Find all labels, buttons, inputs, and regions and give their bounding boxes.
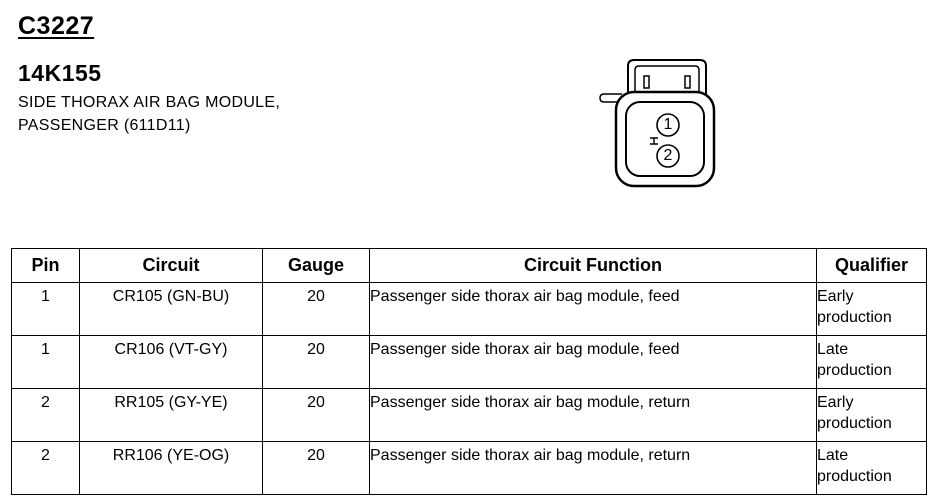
pin-1-label: 1	[663, 116, 673, 133]
cell-pin: 2	[12, 442, 80, 495]
cell-gauge: 20	[263, 389, 370, 442]
qualifier-line: production	[817, 362, 892, 379]
table-row	[12, 336, 927, 389]
cell-circuit-function: Passenger side thorax air bag module, return	[370, 442, 817, 495]
qualifier-line: Early	[817, 288, 854, 305]
cell-qualifier	[817, 442, 927, 495]
header-pin: Pin	[12, 249, 80, 283]
qualifier-line: production	[817, 468, 892, 485]
cell-pin: 2	[12, 389, 80, 442]
header-circuit: Circuit	[80, 249, 263, 283]
cell-pin: 1	[12, 283, 80, 336]
terminal-slot-left	[644, 76, 649, 88]
header-qualifier: Qualifier	[817, 249, 927, 283]
cell-gauge: 20	[263, 442, 370, 495]
qualifier-line: production	[817, 309, 892, 326]
cell-circuit-function: Passenger side thorax air bag module, feed	[370, 283, 817, 336]
cell-gauge: 20	[263, 336, 370, 389]
qualifier-line: Late	[817, 341, 849, 358]
qualifier-line: production	[817, 415, 892, 432]
cell-qualifier	[817, 283, 927, 336]
table-row	[12, 283, 927, 336]
table-row	[12, 389, 927, 442]
pin-table	[11, 248, 927, 495]
header-gauge: Gauge	[263, 249, 370, 283]
connector-face-diagram	[598, 52, 722, 192]
cell-circuit-function: Passenger side thorax air bag module, feed	[370, 336, 817, 389]
connector-id: C3227	[18, 12, 95, 40]
cell-circuit: RR106 (YE-OG)	[80, 442, 263, 495]
cell-circuit: CR105 (GN-BU)	[80, 283, 263, 336]
cell-qualifier	[817, 389, 927, 442]
cell-circuit-function: Passenger side thorax air bag module, return	[370, 389, 817, 442]
cell-circuit: CR106 (VT-GY)	[80, 336, 263, 389]
cell-circuit: RR105 (GY-YE)	[80, 389, 263, 442]
cell-pin: 1	[12, 336, 80, 389]
qualifier-line: Late	[817, 447, 849, 464]
cell-gauge: 20	[263, 283, 370, 336]
pin-2-label: 2	[663, 147, 673, 164]
description-line-1: SIDE THORAX AIR BAG MODULE,	[18, 94, 281, 111]
cell-qualifier	[817, 336, 927, 389]
terminal-slot-right	[685, 76, 690, 88]
part-number: 14K155	[18, 60, 102, 86]
table-row	[12, 442, 927, 495]
qualifier-line: Early	[817, 394, 854, 411]
header-circuit-function: Circuit Function	[370, 249, 817, 283]
table-header-row	[12, 249, 927, 283]
description-line-2: PASSENGER (611D11)	[18, 117, 191, 134]
pin-table-container	[11, 248, 927, 495]
